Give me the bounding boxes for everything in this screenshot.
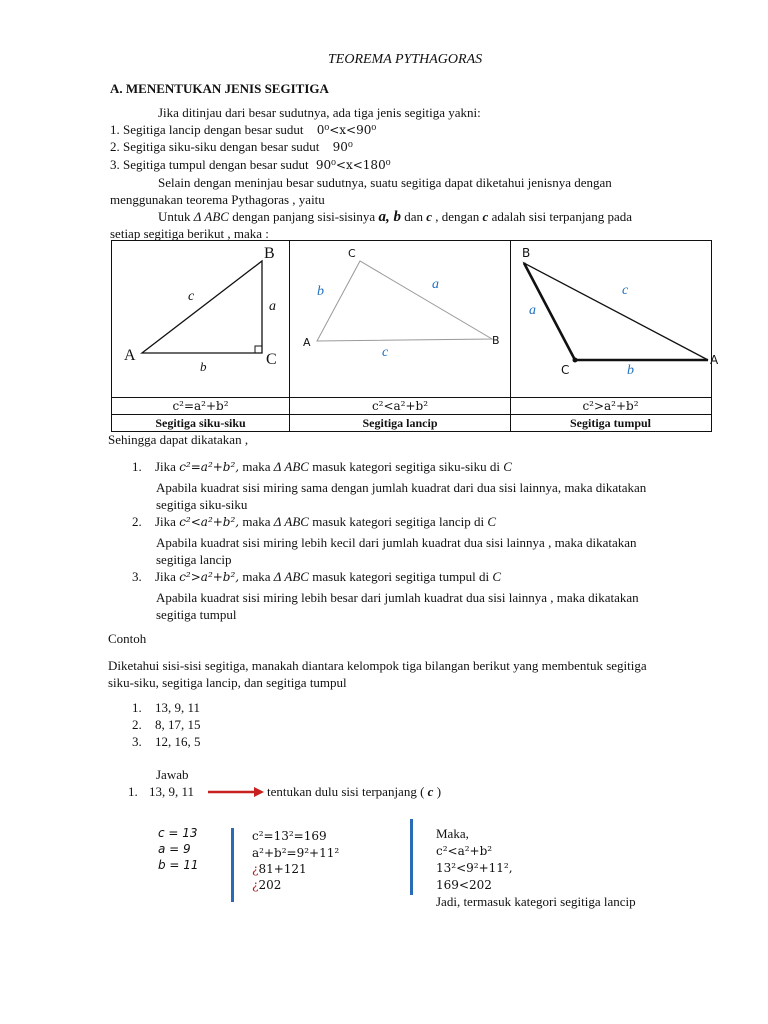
type-cond: 90⁰ <box>332 140 353 154</box>
triangle-table <box>111 240 719 432</box>
triangle-abc: Δ ABC <box>193 209 229 224</box>
rule-number: 3. <box>132 569 142 584</box>
text-longest: adalah sisi terpanjang pada <box>491 209 632 224</box>
rule-text: masuk kategori segitiga tumpul di <box>312 569 490 584</box>
type-cond: 0⁰<x<90⁰ <box>316 123 377 137</box>
obtuse-triangle <box>524 263 708 360</box>
rule-explanation: Apabila kuadrat sisi miring lebih kecil dari jumlah kuadrat dua sisi lainnya , maka dikatakan <box>156 535 637 550</box>
side-label: c <box>188 289 195 304</box>
vertex-label: A <box>710 353 719 367</box>
page-title: TEOREMA PYTHAGORAS <box>328 52 483 67</box>
maka-line: 13²<9²+11², <box>436 861 513 875</box>
text-dengan: , dengan <box>435 209 480 224</box>
type-text: 2. Segitiga siku-siku dengan besar sudut <box>110 139 320 154</box>
vertex-label: B <box>264 245 275 262</box>
calc-text: 202 <box>258 878 282 892</box>
maka-line: c²<a²+b² <box>436 844 493 858</box>
hint-end: ) <box>436 784 442 799</box>
right-angle-marker <box>255 346 262 353</box>
formula-cell: c²=a²+b² <box>172 399 229 413</box>
rule-explanation: segitiga tumpul <box>156 607 237 622</box>
question-line: siku-siku, segitiga lancip, dan segitiga tumpul <box>108 675 347 690</box>
calc-line: a²+b²=9²+11² <box>252 846 340 860</box>
question-line: Diketahui sisi-sisi segitiga, manakah diantara kelompok tiga bilangan berikut yang membentuk segitiga <box>108 658 647 673</box>
option-number: 1. <box>132 700 142 715</box>
type-item <box>110 139 353 155</box>
acute-triangle <box>317 261 492 341</box>
right-triangle <box>142 261 262 353</box>
type-label-cell: Segitiga tumpul <box>569 416 651 430</box>
rule-vertex: C <box>492 569 502 584</box>
maka-line: Maka, <box>436 826 469 841</box>
rule-maka: maka <box>242 514 271 529</box>
conclusion-text: Sehingga dapat dikatakan , <box>108 432 249 447</box>
calc-line: ¿202 <box>252 878 282 892</box>
rule-line <box>132 459 512 475</box>
rule-line <box>132 569 501 585</box>
type-item <box>110 122 376 138</box>
rule-text: masuk kategori segitiga siku-siku di <box>312 459 500 474</box>
option-text: 12, 16, 5 <box>155 734 201 749</box>
calc-line: c²=13²=169 <box>252 829 327 843</box>
formula-cell: c²<a²+b² <box>371 399 429 413</box>
maka-line: 169<202 <box>436 878 492 892</box>
side-label: b <box>627 363 634 378</box>
option-item <box>132 734 201 750</box>
vertex-label: A <box>124 347 136 364</box>
rule-triangle: Δ ABC <box>273 514 309 529</box>
rule-vertex: C <box>487 514 496 529</box>
answer-set: 13, 9, 11 <box>149 784 195 799</box>
type-label-cell: Segitiga siku-siku <box>155 416 246 430</box>
value-line: a = 9 <box>158 842 191 856</box>
answer-hint <box>267 784 441 800</box>
text-dan: dan <box>404 209 423 224</box>
option-text: 13, 9, 11 <box>155 700 201 715</box>
hint-text: tentukan dulu sisi terpanjang ( <box>267 784 425 799</box>
calc-text: 81+121 <box>258 862 307 876</box>
side-label: c <box>382 345 389 360</box>
type-label-cell: Segitiga lancip <box>362 416 438 430</box>
rule-number: 2. <box>132 514 142 529</box>
side-label: a <box>432 277 439 292</box>
option-item <box>132 700 200 716</box>
text-ab: a, b <box>378 209 401 225</box>
section-heading: A. MENENTUKAN JENIS SEGITIGA <box>110 81 329 96</box>
side-label: c <box>622 283 629 298</box>
value-line: c = 13 <box>158 826 198 840</box>
paragraph-line: Selain dengan meninjau besar sudutnya, suatu segitiga dapat diketahui jenisnya dengan <box>158 175 612 190</box>
rule-formula: c²=a²+b², <box>179 460 240 474</box>
vertex-label: A <box>303 336 311 349</box>
paragraph-line: setiap segitiga berikut , maka : <box>110 226 269 241</box>
formula-cell: c²>a²+b² <box>582 399 639 413</box>
type-text: 1. Segitiga lancip dengan besar sudut <box>110 122 304 137</box>
side-label: b <box>317 284 324 299</box>
vertex-label: B <box>522 246 531 260</box>
hint-c: c <box>427 784 434 799</box>
option-text: 8, 17, 15 <box>155 717 201 732</box>
rule-jika: Jika <box>155 514 176 529</box>
text-c: c <box>482 209 489 224</box>
rule-triangle: Δ ABC <box>273 569 309 584</box>
vertex-dot <box>573 358 578 363</box>
type-item <box>110 157 391 173</box>
answer-line <box>128 784 194 800</box>
rule-explanation: segitiga siku-siku <box>156 497 248 512</box>
text-c: c <box>426 209 432 224</box>
rule-maka: maka <box>242 569 271 584</box>
paragraph-line <box>158 209 632 226</box>
paragraph-line: menggunakan teorema Pythagoras , yaitu <box>110 192 325 207</box>
rule-text: masuk kategori segitiga lancip di <box>312 514 485 529</box>
answer-number: 1. <box>128 784 138 799</box>
rule-explanation: segitiga lancip <box>156 552 232 567</box>
value-line: b = 11 <box>158 858 199 872</box>
example-heading: Contoh <box>108 631 147 646</box>
side-label: a <box>269 299 276 314</box>
rule-triangle: Δ ABC <box>273 459 309 474</box>
intro-text: Jika ditinjau dari besar sudutnya, ada tiga jenis segitiga yakni: <box>158 105 481 120</box>
rule-jika: Jika <box>155 459 176 474</box>
text-sides: dengan panjang sisi-sisinya <box>232 209 376 224</box>
vertex-label: C <box>348 247 356 260</box>
option-number: 3. <box>132 734 142 749</box>
divider-bar <box>231 828 234 902</box>
rule-formula: c²>a²+b², <box>179 570 240 584</box>
rule-maka: maka <box>242 459 271 474</box>
type-text: 3. Segitiga tumpul dengan besar sudut <box>110 157 309 172</box>
side-label: b <box>200 359 207 374</box>
option-number: 2. <box>132 717 142 732</box>
rule-jika: Jika <box>155 569 176 584</box>
vertex-label: C <box>266 351 277 368</box>
calc-line: ¿81+121 <box>252 862 307 876</box>
side-label: a <box>529 303 536 318</box>
rule-number: 1. <box>132 459 142 474</box>
text-untuk: Untuk <box>158 209 191 224</box>
maka-line: Jadi, termasuk kategori segitiga lancip <box>436 894 636 909</box>
answer-heading: Jawab <box>156 767 189 782</box>
rule-line <box>132 514 496 530</box>
vertex-label: C <box>561 363 570 377</box>
rule-formula: c²<a²+b², <box>179 515 240 529</box>
rule-explanation: Apabila kuadrat sisi miring lebih besar dari jumlah kuadrat dua sisi lainnya , maka dikatakan <box>156 590 639 605</box>
divider-bar <box>410 819 413 895</box>
rule-explanation: Apabila kuadrat sisi miring sama dengan jumlah kuadrat dari dua sisi lainnya, maka dikatakan <box>156 480 647 495</box>
red-arrow-icon <box>206 785 266 799</box>
option-item <box>132 717 201 733</box>
rule-vertex: C <box>503 459 512 474</box>
type-cond: 90⁰<x<180⁰ <box>315 158 391 172</box>
vertex-label: B <box>492 334 500 347</box>
